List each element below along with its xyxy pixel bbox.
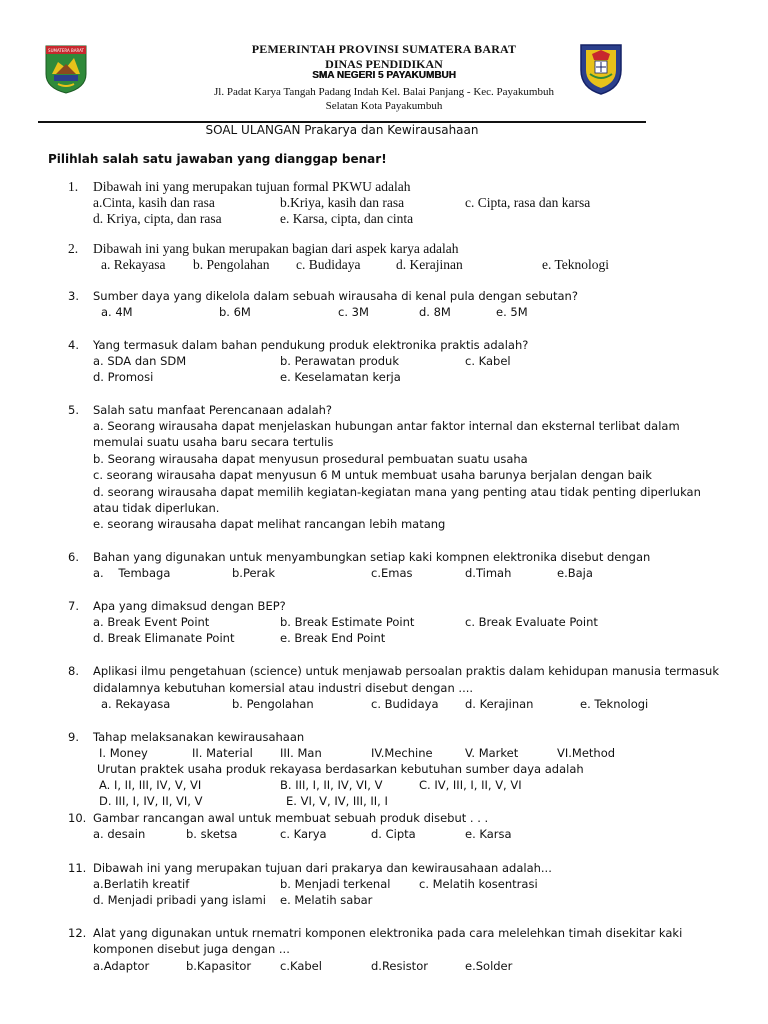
option-d: d. Kerajinan [396, 257, 463, 272]
option-a: a.Adaptor [93, 959, 150, 973]
question-stem: Sumber daya yang dikelola dalam sebuah wirausaha di kenal pula dengan sebutan? [93, 289, 578, 303]
option-a: a. Tembaga [93, 566, 171, 580]
option-b: b. 6M [219, 305, 251, 319]
question-stem: Gambar rancangan awal untuk membuat sebuah produk disebut . . . [93, 811, 489, 825]
option-e: e.Solder [465, 959, 513, 973]
question-number: 9. [68, 730, 79, 744]
stage-item-5: V. Market [465, 746, 519, 760]
question-stem: Aplikasi ilmu pengetahuan (science) untuk menjawab persoalan praktis dalam kehidupan manusia termasuk [93, 664, 720, 678]
option-e: e. Teknologi [542, 257, 610, 272]
option-a: a. Rekayasa [101, 697, 171, 711]
option-c: c. Karya [280, 827, 327, 841]
stage-item-3: III. Man [280, 746, 322, 760]
option-a: a. Rekayasa [101, 257, 166, 272]
option-e: e. Melatih sabar [280, 893, 373, 907]
question-stem: Apa yang dimaksud dengan BEP? [93, 599, 286, 613]
question-stem: Alat yang digunakan untuk rnematri komponen elektronika pada cara melelehkan timah disekitar kaki [93, 926, 683, 940]
option-a: a.Berlatih kreatif [93, 877, 190, 891]
stage-item-6: VI.Method [557, 746, 616, 760]
option-e: e. Karsa, cipta, dan cinta [280, 211, 414, 226]
option-d-cont: atau tidak diperlukan. [93, 501, 220, 515]
question-stem: Bahan yang digunakan untuk menyambungkan setiap kaki kompnen elektronika disebut dengan [93, 550, 651, 564]
option-a: a. desain [93, 827, 146, 841]
option-c: c.Kabel [280, 959, 322, 973]
question-number: 12. [68, 926, 87, 940]
option-d: d.Resistor [371, 959, 428, 973]
option-e: e. Break End Point [280, 631, 386, 645]
option-b: b. Break Estimate Point [280, 615, 415, 629]
option-a-cont: memulai suatu usaha baru secara tertulis [93, 435, 334, 449]
option-d: d. Kerajinan [465, 697, 534, 711]
question-number: 6. [68, 550, 79, 564]
letterhead-school: SMA NEGERI 5 PAYAKUMBUH [312, 70, 456, 81]
option-c: c. Cipta, rasa dan karsa [465, 195, 591, 210]
option-e: e.Baja [557, 566, 593, 580]
option-c: C. IV, III, I, II, V, VI [419, 778, 522, 792]
exam-title: SOAL ULANGAN Prakarya dan Kewirausahaan [205, 123, 479, 137]
stage-item-4: IV.Mechine [371, 746, 433, 760]
letterhead-address-1: Jl. Padat Karya Tangah Padang Indah Kel. Balai Panjang - Kec. Payakumbuh [214, 86, 554, 98]
option-b: b. Menjadi terkenal [280, 877, 391, 891]
question-number: 10. [68, 811, 87, 825]
option-c: c. 3M [338, 305, 369, 319]
exam-instruction: Pilihlah salah satu jawaban yang dianggap benar! [48, 152, 387, 166]
option-e: e. Keselamatan kerja [280, 370, 401, 384]
option-a: a. 4M [101, 305, 133, 319]
option-b: b.Perak [232, 566, 275, 580]
option-c: c.Emas [371, 566, 413, 580]
option-d: d. seorang wirausaha dapat memilih kegiatan-kegiatan mana yang penting atau tidak penting diperlukan [93, 485, 701, 499]
option-d: d.Timah [465, 566, 512, 580]
option-b: b. sketsa [186, 827, 238, 841]
option-b: b. Pengolahan [232, 697, 314, 711]
question-number: 3. [68, 289, 79, 303]
option-b: b.Kriya, kasih dan rasa [280, 195, 405, 210]
letterhead-department: DINAS PENDIDIKAN [325, 57, 443, 71]
question-stem: Dibawah ini yang merupakan tujuan dari prakarya dan kewirausahaan adalah... [93, 861, 552, 875]
option-b: b. Seorang wirausaha dapat menyusun prosedural pembuatan suatu usaha [93, 452, 528, 466]
option-c: c. Kabel [465, 354, 511, 368]
option-e: e. seorang wirausaha dapat melihat rancangan lebih matang [93, 517, 446, 531]
question-stem-cont: komponen disebut juga dengan ... [93, 942, 290, 956]
question-number: 11. [68, 861, 87, 875]
option-b: b.Kapasitor [186, 959, 252, 973]
option-a: a.Cinta, kasih dan rasa [93, 195, 215, 210]
question-number: 2. [68, 241, 79, 256]
option-e: e. 5M [496, 305, 528, 319]
question-number: 7. [68, 599, 79, 613]
option-d: d. Cipta [371, 827, 416, 841]
question-stem: Salah satu manfaat Perencanaan adalah? [93, 403, 333, 417]
option-a: a. Break Event Point [93, 615, 210, 629]
question-number: 5. [68, 403, 79, 417]
option-c: c. Budidaya [296, 257, 361, 272]
option-c: c. seorang wirausaha dapat menyusun 6 M untuk membuat usaha barunya berjalan dengan baik [93, 468, 652, 482]
option-c: c. Budidaya [371, 697, 439, 711]
letterhead-government: PEMERINTAH PROVINSI SUMATERA BARAT [251, 42, 517, 56]
option-d: d. 8M [419, 305, 451, 319]
option-b: B. III, I, II, IV, VI, V [280, 778, 383, 792]
question-stem: Dibawah ini yang merupakan tujuan formal PKWU adalah [93, 179, 411, 194]
option-b: b. Pengolahan [193, 257, 270, 272]
question-number: 4. [68, 338, 79, 352]
letterhead-address-2: Selatan Kota Payakumbuh [325, 100, 443, 112]
option-e: E. VI, V, IV, III, II, I [286, 794, 388, 808]
option-c: c. Break Evaluate Point [465, 615, 598, 629]
option-b: b. Perawatan produk [280, 354, 399, 368]
question-stem-cont: didalamnya kebutuhan komersial atau industri disebut dengan .... [93, 681, 474, 695]
question-stem: Yang termasuk dalam bahan pendukung produk elektronika praktis adalah? [93, 338, 529, 352]
option-d: d. Menjadi pribadi yang islami [93, 893, 266, 907]
option-c: c. Melatih kosentrasi [419, 877, 538, 891]
stage-item-2: II. Material [192, 746, 253, 760]
stage-item-1: I. Money [99, 746, 148, 760]
option-a: a. SDA dan SDM [93, 354, 187, 368]
option-d: d. Promosi [93, 370, 154, 384]
option-e: e. Karsa [465, 827, 512, 841]
question-stem: Tahap melaksanakan kewirausahaan [93, 730, 305, 744]
option-d: d. Kriya, cipta, dan rasa [93, 211, 222, 226]
question-number: 8. [68, 664, 79, 678]
emblem-text: SUMATERA BARAT [48, 48, 84, 53]
option-d: D. III, I, IV, II, VI, V [99, 794, 203, 808]
option-d: d. Break Elimanate Point [93, 631, 235, 645]
option-a: a. Seorang wirausaha dapat menjelaskan hubungan antar faktor internal dan eksternal terlibat dalam [93, 419, 680, 433]
option-e: e. Teknologi [580, 697, 649, 711]
question-stem: Dibawah ini yang bukan merupakan bagian dari aspek karya adalah [93, 241, 459, 256]
question-stem-cont: Urutan praktek usaha produk rekayasa berdasarkan kebutuhan sumber daya adalah [97, 762, 584, 776]
question-number: 1. [68, 179, 79, 194]
option-a: A. I, II, III, IV, V, VI [99, 778, 202, 792]
